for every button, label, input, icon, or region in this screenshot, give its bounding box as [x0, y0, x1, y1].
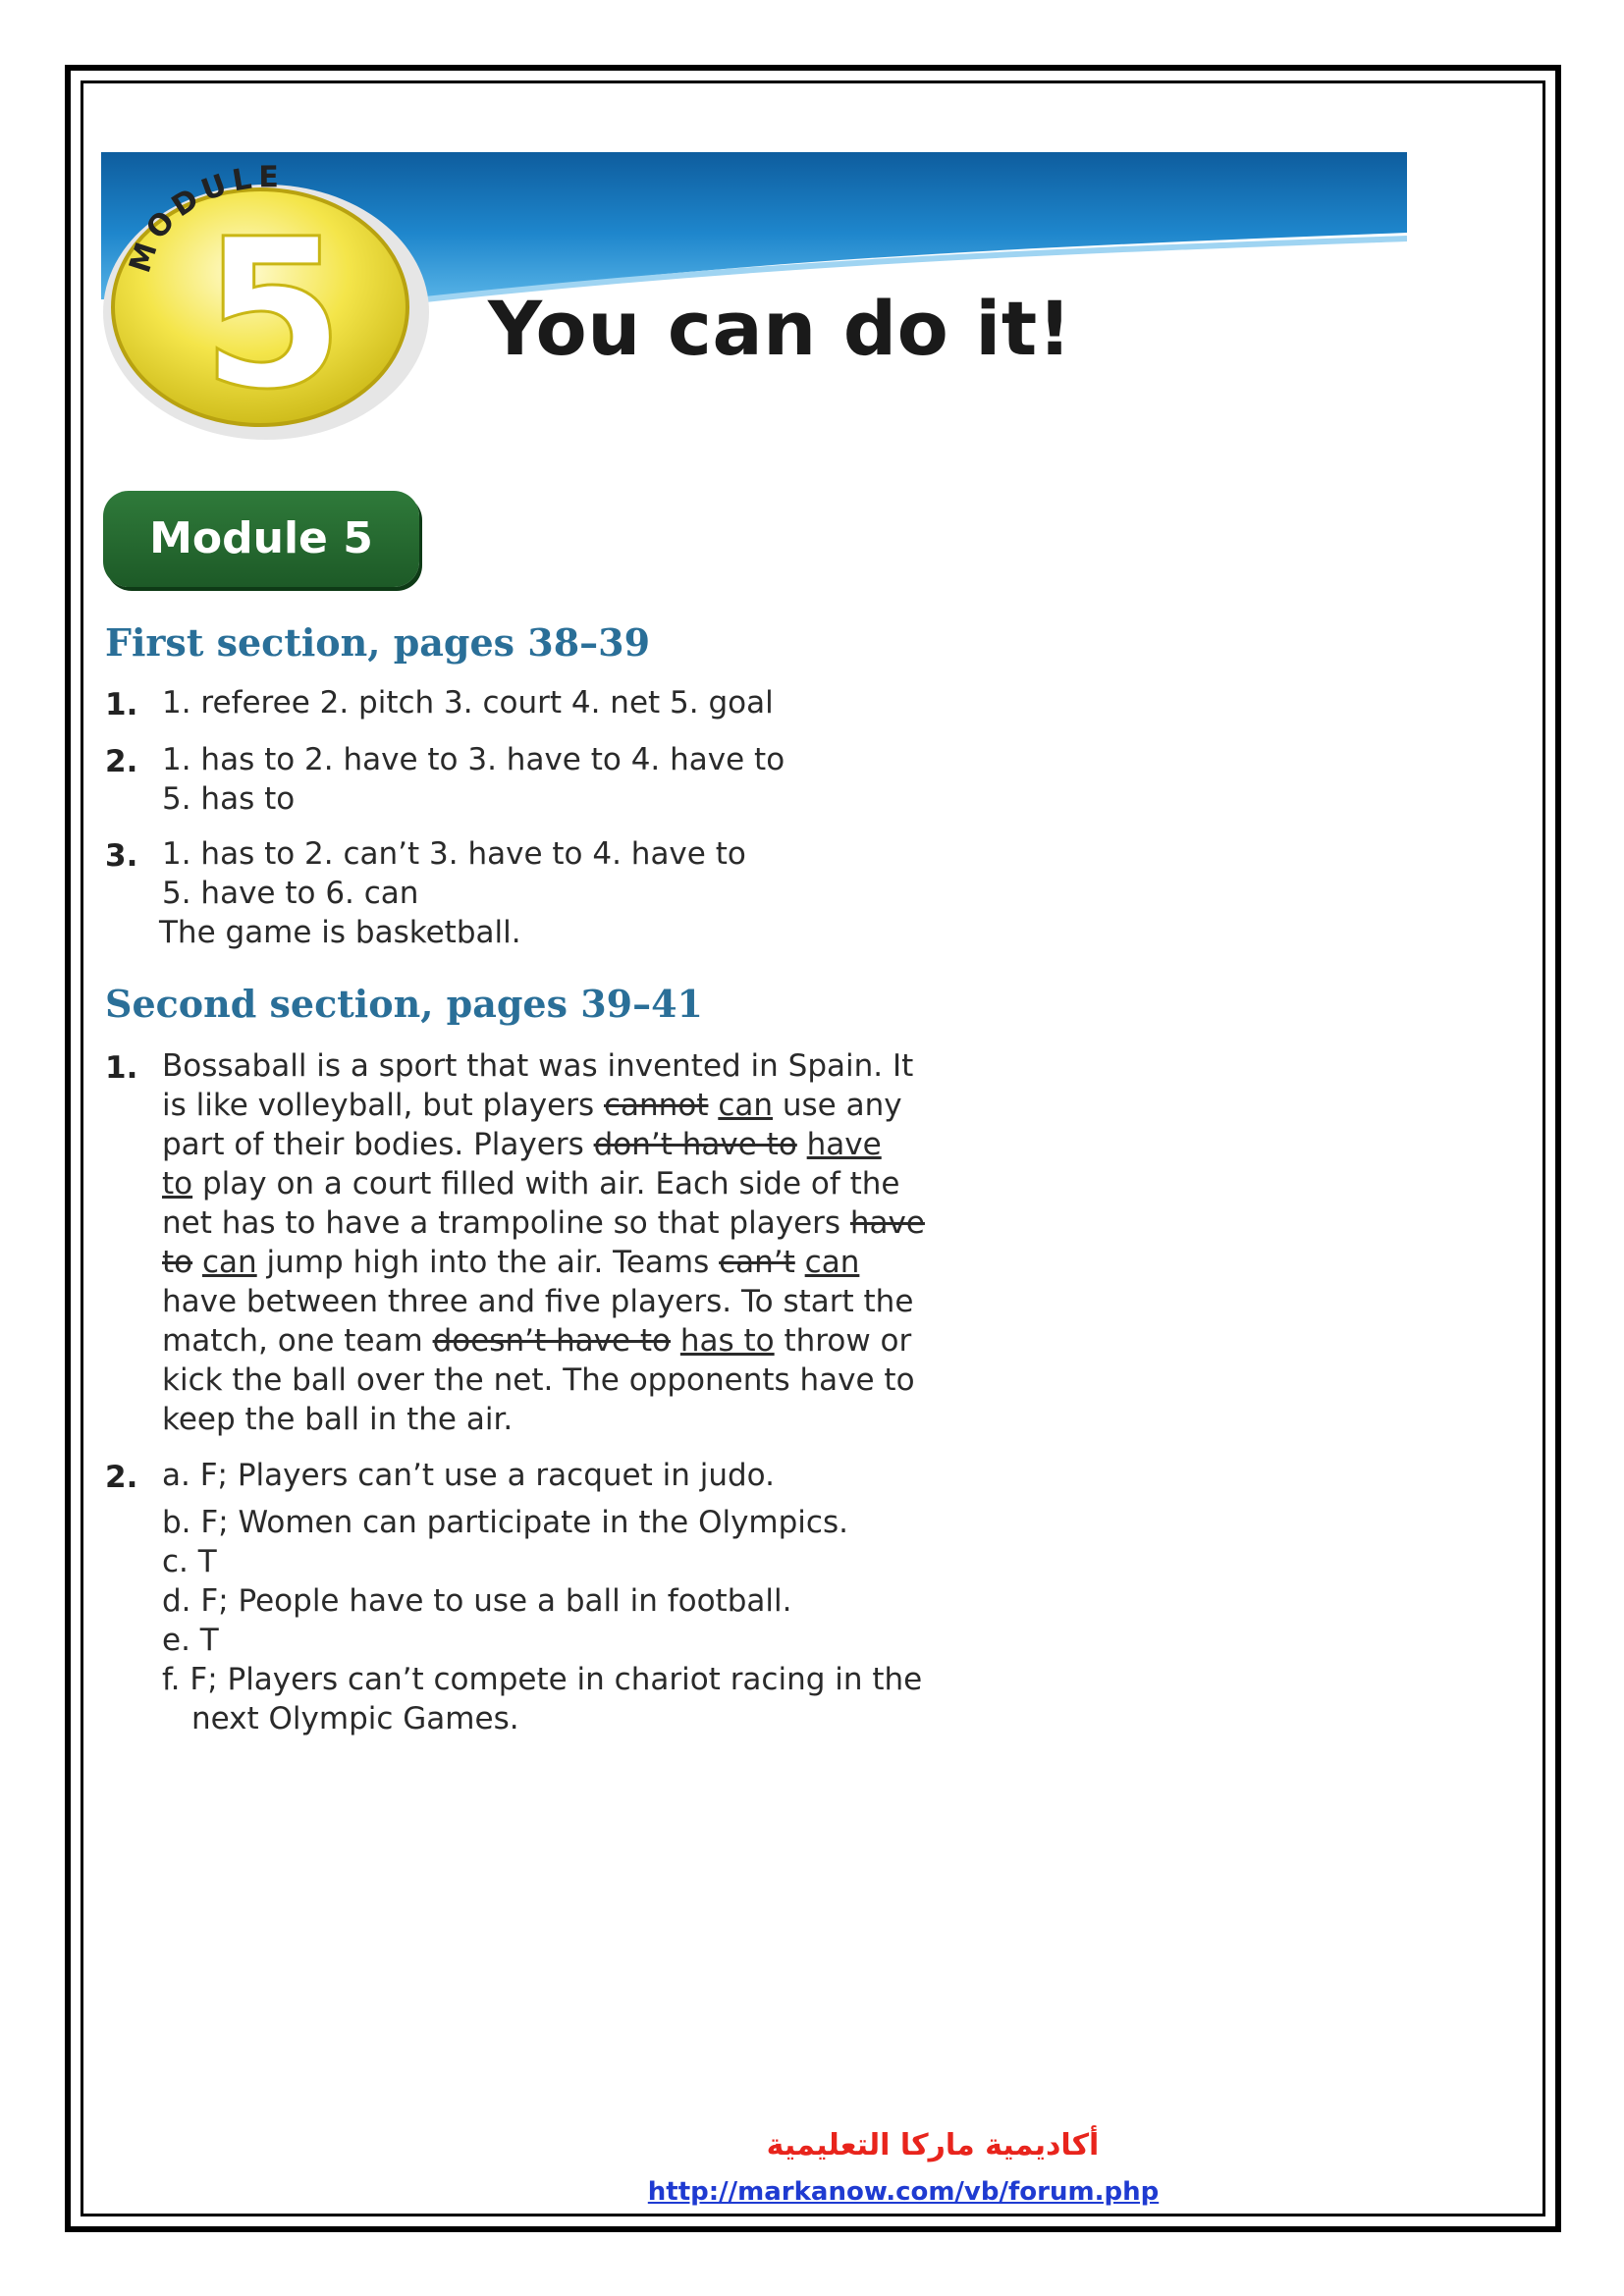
answer-line: a. F; Players can’t use a racquet in judo. — [162, 1458, 775, 1493]
section-heading-first: First section, pages 38–39 — [105, 620, 651, 665]
paragraph-line: net has to have a trampoline so that players have — [162, 1205, 925, 1241]
paragraph-line: kick the ball over the net. The opponents have to — [162, 1362, 915, 1398]
answer-line: 1. has to 2. can’t 3. have to 4. have to — [162, 836, 746, 872]
answer-line: e. T — [162, 1623, 219, 1658]
struck-word: cannot — [603, 1088, 709, 1123]
answer-line: c. T — [162, 1544, 217, 1579]
module-number: 5 — [200, 194, 346, 435]
answer-line: d. F; People have to use a ball in football. — [162, 1583, 792, 1619]
question-number: 1. — [105, 1050, 138, 1086]
corrected-word: can — [718, 1088, 774, 1123]
paragraph-line: have between three and five players. To start the — [162, 1284, 914, 1319]
corrected-word: have — [806, 1127, 882, 1162]
section-heading-second: Second section, pages 39–41 — [105, 982, 703, 1026]
module-badge: Module 5 — [103, 491, 419, 587]
question-number: 2. — [105, 744, 138, 779]
paragraph-line: to can jump high into the air. Teams can’t can — [162, 1245, 860, 1280]
answer-line: next Olympic Games. — [191, 1701, 519, 1736]
page-title: You can do it! — [488, 285, 1072, 372]
answer-line: b. F; Women can participate in the Olympics. — [162, 1505, 848, 1540]
answer-line: 1. referee 2. pitch 3. court 4. net 5. goal — [162, 685, 774, 721]
paragraph-line: keep the ball in the air. — [162, 1402, 514, 1437]
question-number: 3. — [105, 838, 138, 874]
struck-word: don’t have to — [593, 1127, 797, 1162]
answer-line: 1. has to 2. have to 3. have to 4. have to — [162, 742, 785, 777]
struck-word: have — [849, 1205, 925, 1241]
module-arc-label: MODULE — [123, 160, 285, 278]
corrected-word: can — [804, 1245, 860, 1280]
corrected-word: can — [201, 1245, 257, 1280]
answer-line: 5. has to — [162, 781, 296, 817]
paragraph-line: part of their bodies. Players don’t have to have — [162, 1127, 882, 1162]
question-number: 2. — [105, 1460, 138, 1495]
paragraph-line: match, one team doesn’t have to has to throw or — [162, 1323, 912, 1359]
question-number: 1. — [105, 687, 138, 722]
corrected-word: has to — [679, 1323, 775, 1359]
answer-note: The game is basketball. — [159, 915, 521, 950]
struck-word: to — [162, 1245, 193, 1280]
corrected-word: to — [162, 1166, 193, 1201]
answer-line: 5. have to 6. can — [162, 876, 419, 911]
footer-arabic-name: أكاديمية ماركا التعليمية — [766, 2128, 1100, 2163]
answer-line: f. F; Players can’t compete in chariot racing in the — [162, 1662, 923, 1697]
paragraph-line: Bossaball is a sport that was invented in Spain. It — [162, 1048, 914, 1084]
footer-link[interactable]: http://markanow.com/vb/forum.php — [647, 2177, 1160, 2207]
struck-word: can’t — [719, 1245, 795, 1280]
paragraph-line: is like volleyball, but players cannot can use any — [162, 1088, 902, 1123]
paragraph-line: to play on a court filled with air. Each side of the — [162, 1166, 900, 1201]
struck-word: doesn’t have to — [432, 1323, 671, 1359]
